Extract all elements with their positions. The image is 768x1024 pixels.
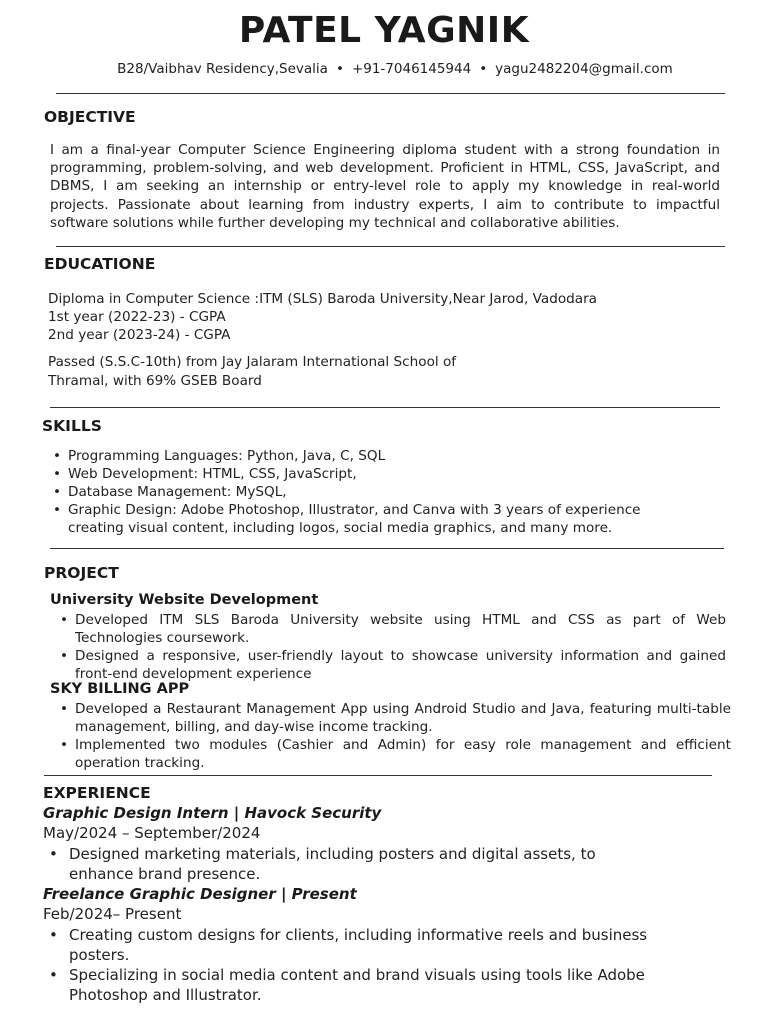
- education-year1: 1st year (2022-23) - CGPA: [48, 309, 226, 325]
- list-item: • Designed a responsive, user-friendly layout to showcase university information and gained front-end development experience: [75, 647, 726, 683]
- list-item: • Programming Languages: Python, Java, C, SQL: [68, 447, 653, 465]
- education-ssc-line2: Thramal, with 69% GSEB Board: [48, 373, 262, 389]
- job-title: Freelance Graphic Designer | Present: [43, 885, 357, 903]
- job-title: Graphic Design Intern | Havock Security: [43, 804, 382, 822]
- experience-heading: EXPERIENCE: [43, 784, 151, 802]
- divider: [50, 407, 720, 408]
- skills-heading: SKILLS: [42, 417, 102, 435]
- divider: [56, 246, 725, 247]
- resume-name: PATEL YAGNIK: [238, 10, 530, 51]
- education-heading: EDUCATIONE: [44, 255, 156, 273]
- education-diploma: Diploma in Computer Science :ITM (SLS) Baroda University,Near Jarod, Vadodara: [48, 291, 598, 307]
- job-duties: [69, 925, 659, 1005]
- address-text: B28/Vaibhav Residency,Sevalia: [117, 61, 328, 77]
- project-title: University Website Development: [50, 592, 319, 608]
- education-year2: 2nd year (2023-24) - CGPA: [48, 327, 231, 343]
- education-ssc-line1: Passed (S.S.C-10th) from Jay Jalaram International School of: [48, 354, 457, 370]
- divider: [50, 548, 724, 549]
- phone-text: +91-7046145944: [351, 61, 472, 77]
- list-item: • Database Management: MySQL,: [68, 483, 653, 501]
- list-item: • Developed ITM SLS Baroda University website using HTML and CSS as part of Web Technologies coursework.: [75, 611, 726, 647]
- separator-dot: •: [335, 61, 344, 77]
- job-dates: May/2024 – September/2024: [43, 824, 261, 842]
- email-text: yagu2482204@gmail.com: [495, 61, 673, 77]
- list-item: • Developed a Restaurant Management App using Android Studio and Java, featuring multi-table management, billing, and day-wise income tracking.: [75, 700, 731, 736]
- project-list: [75, 611, 726, 683]
- project-heading: PROJECT: [44, 564, 119, 582]
- job-duties: [69, 844, 664, 884]
- project-title: SKY BILLING APP: [50, 681, 190, 697]
- divider: [56, 93, 725, 94]
- list-item: • Graphic Design: Adobe Photoshop, Illustrator, and Canva with 3 years of experience creating visual content, including logos, social media graphics, and many more.: [68, 501, 653, 537]
- list-item: • Specializing in social media content and brand visuals using tools like Adobe Photoshop and Illustrator.: [69, 965, 659, 1005]
- list-item: • Creating custom designs for clients, including informative reels and business posters.: [69, 925, 659, 965]
- list-item: • Implemented two modules (Cashier and Admin) for easy role management and efficient operation tracking.: [75, 736, 731, 772]
- job-dates: Feb/2024– Present: [43, 905, 182, 923]
- separator-dot: •: [479, 61, 488, 77]
- objective-text: I am a final-year Computer Science Engineering diploma student with a strong foundation in programming, problem-solving, and web development. Proficient in HTML, CSS, JavaScript, and DBMS, I am seeking an internship or entry-level role to apply my knowledge in real-world projects. Passionate about learning from industry experts, I aim to contribute to impactful software solutions while further developing my technical and collaborative abilities.: [50, 142, 720, 231]
- list-item: • Designed marketing materials, including posters and digital assets, to enhance brand presence.: [69, 844, 664, 884]
- contact-line: [0, 61, 768, 77]
- objective-heading: OBJECTIVE: [44, 108, 136, 126]
- project-list: [75, 700, 731, 772]
- skills-list: [68, 447, 653, 537]
- list-item: • Web Development: HTML, CSS, JavaScript,: [68, 465, 653, 483]
- divider: [44, 775, 712, 776]
